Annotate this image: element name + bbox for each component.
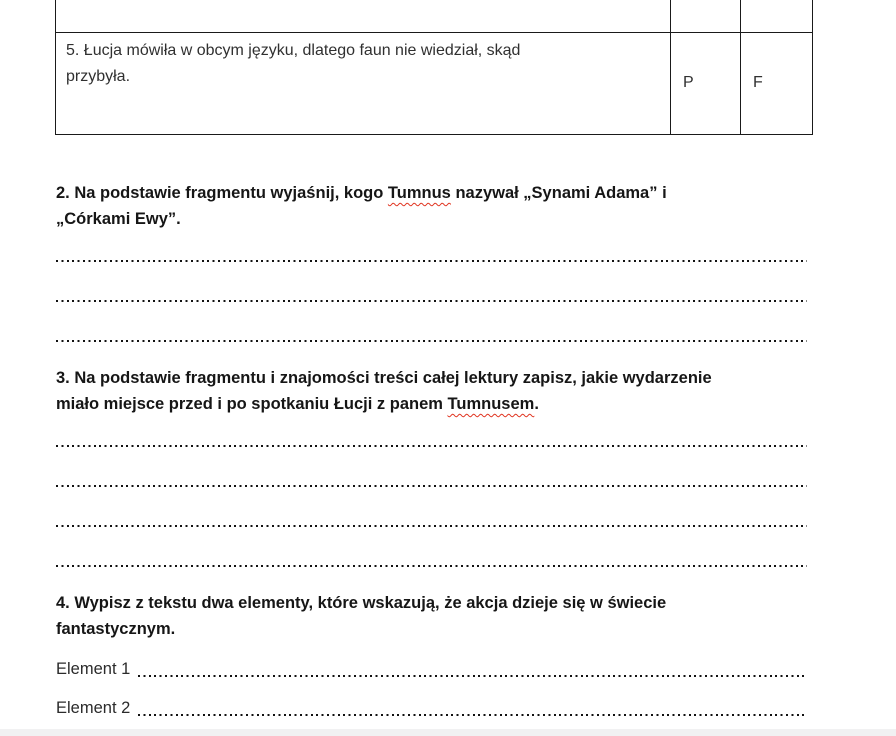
answer-line[interactable] [56,445,807,447]
table-row [56,0,813,32]
answer-line[interactable] [56,340,807,342]
question-2-text: 2. Na podstawie fragmentu wyjaśnij, kogo Tumnus nazywał „Synami Adama” i „Córkami Ewy”. [56,184,667,228]
element-1-label: Element 1 [56,660,131,678]
question-3-text: 3. Na podstawie fragmentu i znajomości treści całej lektury zapisz, jakie wydarzenie miało miejsce przed i po spotkaniu Łucji z panem Tumnusem. [56,369,712,413]
true-false-table [55,0,813,135]
true-choice-cell[interactable] [671,0,741,32]
element-2-row [56,698,807,718]
answer-line[interactable] [56,565,807,567]
answer-line[interactable] [56,485,807,487]
answer-line[interactable] [56,260,807,262]
statement-cell [56,0,671,32]
misspelled-word: Tumnusem [447,395,535,413]
misspelled-word: Tumnus [387,184,451,202]
answer-line[interactable] [56,300,807,302]
statement-cell: 5. Łucja mówiła w obcym języku, dlatego faun nie wiedział, skąd przybyła. [56,32,671,134]
question-3-answer-lines [56,445,807,567]
answer-line[interactable] [56,525,807,527]
element-2-answer-line[interactable] [138,714,807,716]
element-1-answer-line[interactable] [138,675,807,677]
element-2-label: Element 2 [56,699,131,717]
false-choice-cell[interactable] [741,0,813,32]
page-edge-background [0,729,896,736]
question-4-text: 4. Wypisz z tekstu dwa elementy, które wskazują, że akcja dzieje się w świecie fantastycznym. [56,594,667,638]
true-choice-cell[interactable]: P [671,32,741,134]
false-choice-cell[interactable]: F [741,32,813,134]
question-2-answer-lines [56,260,807,342]
table-row [56,32,813,134]
element-1-row [56,659,807,679]
